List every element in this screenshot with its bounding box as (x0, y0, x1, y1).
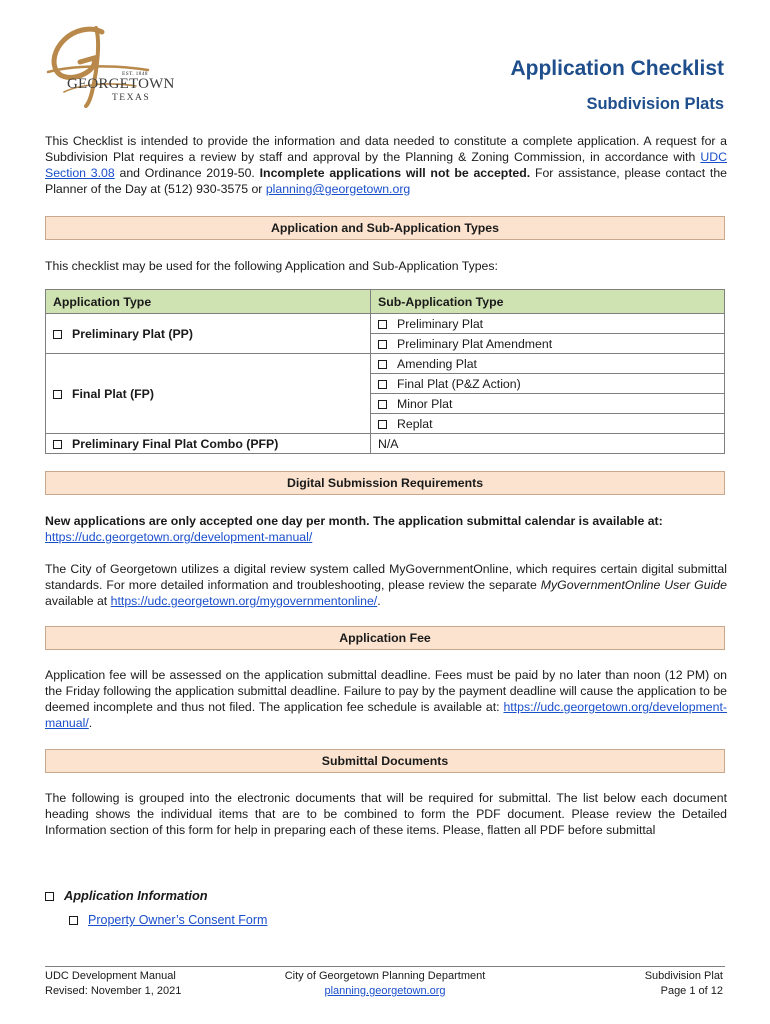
checkbox-icon[interactable] (378, 360, 387, 369)
table-row (46, 354, 725, 374)
intro-warning: Incomplete applications will not be accepted. (259, 166, 531, 180)
user-guide-title: MyGovernmentOnline User Guide (540, 578, 727, 592)
types-intro: This checklist may be used for the following Application and Sub-Application Types: (45, 259, 498, 273)
column-header-sub-application-type: Sub-Application Type (371, 290, 725, 314)
sub-type-cell[interactable] (371, 334, 725, 354)
footer-document-type: Subdivision Plat (644, 970, 723, 982)
checkbox-icon[interactable] (53, 330, 62, 339)
intro-paragraph (45, 133, 727, 197)
georgetown-g-icon (40, 26, 175, 108)
digital-deadline-paragraph (45, 513, 727, 545)
app-type-label: Final Plat (FP) (72, 386, 154, 401)
footer-manual-name: UDC Development Manual (45, 970, 176, 982)
udc-section-link[interactable]: UDC Section 3.08 (45, 150, 727, 180)
footer-divider (45, 966, 725, 967)
sub-type-label: Preliminary Plat Amendment (397, 336, 553, 351)
checkbox-icon[interactable] (378, 320, 387, 329)
sub-type-label: Final Plat (P&Z Action) (397, 376, 521, 391)
fee-paragraph (45, 667, 727, 731)
mygovernmentonline-link[interactable]: https://udc.georgetown.org/mygovernmentonline/ (110, 594, 378, 608)
app-type-preliminary-plat[interactable] (46, 314, 371, 354)
sub-type-cell[interactable] (371, 374, 725, 394)
sub-type-cell[interactable] (371, 394, 725, 414)
digital-text-1: The City of Georgetown utilizes a digital review system called MyGovernmentOnline, which requires certain digital submittal standards. For more detailed information and troubleshooting, please review the separate (45, 562, 727, 592)
checkbox-icon[interactable] (378, 340, 387, 349)
digital-system-paragraph (45, 561, 727, 609)
checkbox-icon[interactable] (378, 420, 387, 429)
sub-type-cell[interactable] (371, 314, 725, 334)
app-type-final-plat[interactable] (46, 354, 371, 434)
development-manual-link[interactable]: https://udc.georgetown.org/development-manual/ (45, 530, 313, 544)
checkbox-icon[interactable] (45, 892, 54, 901)
sub-type-cell[interactable] (371, 414, 725, 434)
footer-website-link[interactable]: planning.georgetown.org (324, 985, 446, 997)
checklist-item-label: Application Information (64, 888, 208, 903)
fee-text: Application fee will be assessed on the application submittal deadline. Fees must be paid by no later than noon (12 PM) on the Friday following the application submittal deadline. Failure to pay by the payment deadline will cause the application to be deemed incomplete and thus not filed. The application fee schedule is available at: (45, 668, 727, 714)
logo-established: EST. 1848 (122, 71, 148, 77)
intro-text-3: For assistance, please contact the Planner of the Day at (512) 930-3575 or (45, 166, 727, 196)
digital-deadline-text: New applications are only accepted one day per month. The application submittal calendar is available at: (45, 514, 663, 528)
column-header-application-type: Application Type (46, 290, 371, 314)
sub-type-label: Amending Plat (397, 356, 477, 371)
section-header-fee: Application Fee (45, 626, 725, 650)
table-header-row (46, 290, 725, 314)
documents-paragraph: The following is grouped into the electronic documents that will be required for submittal. The list below each document heading shows the individual items that are to be combined to form the PDF document. Please review the Detailed Information section of this form for help in preparing each of these items. Please, flatten all PDF before submittal (45, 791, 727, 837)
application-types-table (45, 289, 725, 454)
owner-consent-form-link[interactable]: Property Owner’s Consent Form (88, 913, 268, 927)
logo-city-name: GEORGETOWN (67, 76, 175, 92)
checklist-item-owner-consent[interactable] (69, 913, 267, 927)
footer-left (45, 969, 181, 999)
footer-right (645, 969, 723, 999)
planning-email-link[interactable]: planning@georgetown.org (265, 182, 411, 196)
digital-text-2: available at (45, 594, 111, 608)
sub-type-na: N/A (371, 434, 725, 454)
footer-revised-date: Revised: November 1, 2021 (45, 985, 182, 997)
intro-text-2: and Ordinance 2019-50. (114, 166, 260, 180)
app-type-label: Preliminary Plat (PP) (72, 326, 193, 341)
checkbox-icon[interactable] (378, 380, 387, 389)
checkbox-icon[interactable] (53, 440, 62, 449)
checklist-item-application-information[interactable] (45, 888, 208, 903)
page-subtitle: Subdivision Plats (586, 95, 724, 113)
checkbox-icon[interactable] (53, 390, 62, 399)
intro-text-1: This Checklist is intended to provide the information and data needed to constitute a complete application. A request for a Subdivision Plat requires a review by staff and approval by the Planning & Zoning Commission, in accordance with (45, 134, 727, 164)
georgetown-logo (40, 26, 175, 108)
fee-text-end: . (88, 716, 93, 730)
sub-type-label: Replat (397, 416, 433, 431)
fee-schedule-link[interactable]: https://udc.georgetown.org/development-manual/ (45, 700, 727, 730)
sub-type-label: Preliminary Plat (397, 316, 484, 331)
digital-text-3: . (377, 594, 381, 608)
footer-department: City of Georgetown Planning Department (284, 970, 486, 982)
page-title: Application Checklist (510, 57, 724, 80)
table-row (46, 314, 725, 334)
sub-type-cell[interactable] (371, 354, 725, 374)
checkbox-icon[interactable] (69, 916, 78, 925)
logo-state: TEXAS (112, 93, 151, 103)
app-type-label: Preliminary Final Plat Combo (PFP) (72, 436, 279, 451)
app-type-pfp[interactable] (46, 434, 371, 454)
table-row (46, 434, 725, 454)
section-header-types: Application and Sub-Application Types (45, 216, 725, 240)
section-header-digital: Digital Submission Requirements (45, 471, 725, 495)
sub-type-label: Minor Plat (397, 396, 453, 411)
checkbox-icon[interactable] (378, 400, 387, 409)
section-header-documents: Submittal Documents (45, 749, 725, 773)
page-number: Page 1 of 12 (660, 985, 723, 997)
footer-center (245, 969, 525, 999)
